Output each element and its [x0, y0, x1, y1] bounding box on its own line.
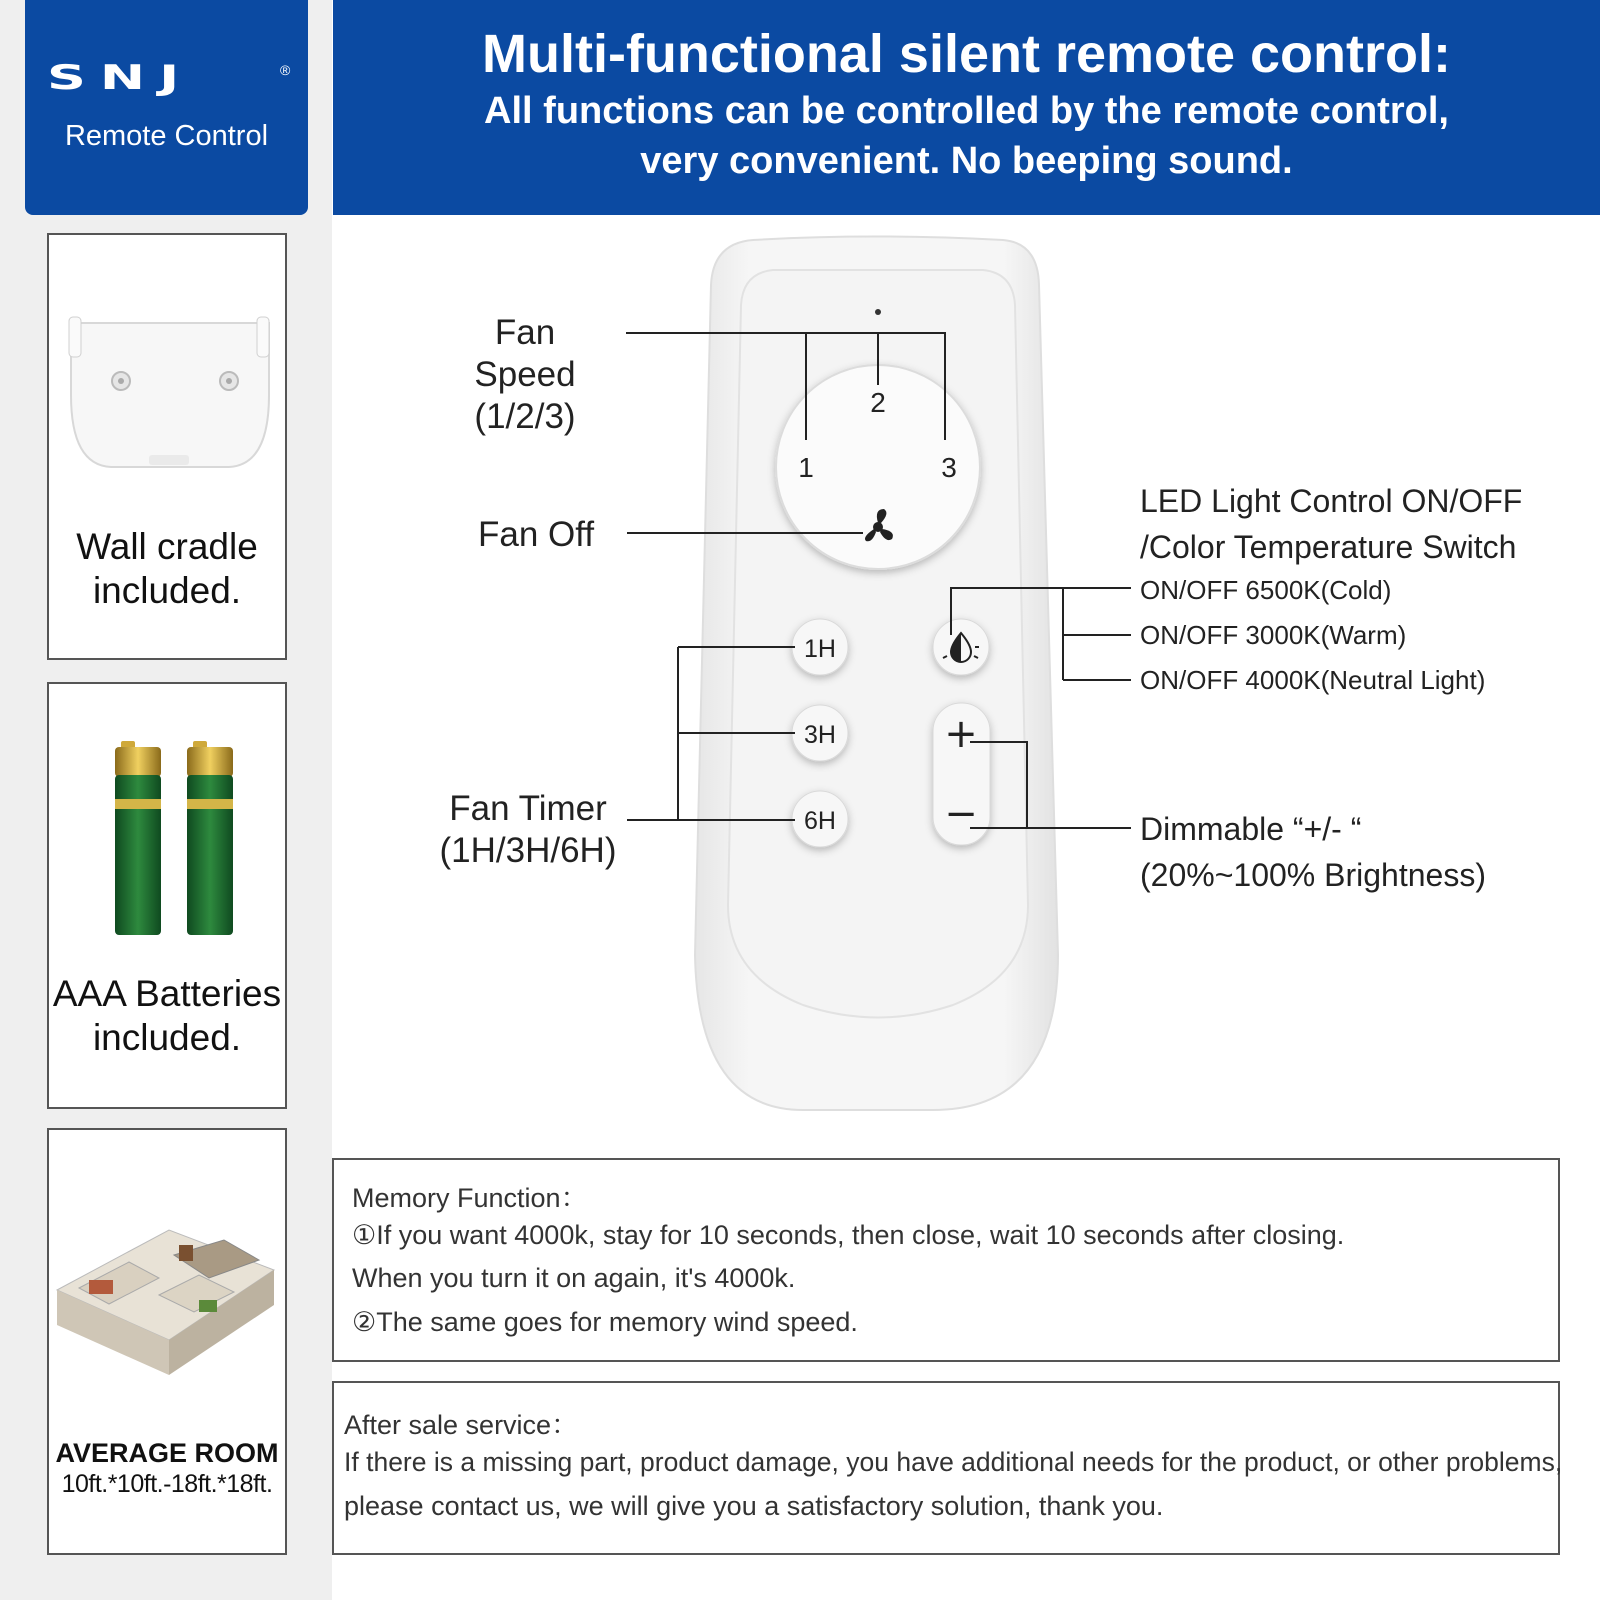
- memory-function-box: [332, 1158, 1560, 1362]
- fan-timer-annotation-line1: Fan Timer: [449, 789, 607, 828]
- timer-button-3h[interactable]: [792, 705, 848, 761]
- page-title: Multi-functional silent remote control:: [482, 24, 1451, 84]
- page-subtitle-line1: All functions can be controlled by the remote control,: [484, 90, 1449, 132]
- after-sale-service-box: [332, 1381, 1563, 1555]
- timer-label-3h: 3H: [804, 721, 836, 749]
- dimmable-annotation-line1: Dimmable “+/- “: [1140, 811, 1362, 847]
- service-line-1: If there is a missing part, product damage, you have additional needs for the product, or other problems,: [344, 1447, 1563, 1477]
- dimmer-plus[interactable]: +: [944, 711, 978, 757]
- brand-logo: SNJ: [47, 58, 194, 98]
- fan-timer-annotation-line2: (1H/3H/6H): [439, 831, 617, 870]
- timer-button-1h[interactable]: [792, 619, 848, 675]
- room-title: AVERAGE ROOM: [55, 1438, 279, 1468]
- timer-label-6h: 6H: [804, 807, 836, 835]
- fan-speed-annotation-line1: Fan Speed: [474, 313, 576, 394]
- memory-title: Memory Function：: [352, 1183, 588, 1213]
- batteries-label-line1: AAA Batteries: [52, 973, 282, 1014]
- led-option-warm: ON/OFF 3000K(Warm): [1140, 620, 1407, 650]
- memory-line-1: ①If you want 4000k, stay for 10 seconds, then close, wait 10 seconds after closing.: [352, 1220, 1345, 1250]
- page-subtitle: [333, 86, 1600, 186]
- wall-cradle-label: [49, 525, 285, 613]
- speed-label-1: 1: [798, 452, 814, 483]
- aaa-batteries-image: [49, 739, 285, 949]
- led-control-annotation-line1: LED Light Control ON/OFF: [1140, 483, 1523, 519]
- wall-cradle-card: [47, 233, 287, 660]
- speed-label-2: 2: [870, 387, 886, 418]
- memory-line-2: When you turn it on again, it's 4000k.: [352, 1263, 796, 1293]
- light-toggle-button[interactable]: [933, 619, 989, 675]
- service-line-2: please contact us, we will give you a satisfactory solution, thank you.: [344, 1491, 1164, 1521]
- led-control-annotation: [1140, 478, 1522, 570]
- led-option-cold: ON/OFF 6500K(Cold): [1140, 575, 1392, 605]
- fan-off-annotation: Fan Off: [478, 515, 595, 554]
- brand-subtitle: Remote Control: [64, 120, 269, 152]
- dimmable-annotation-line2: (20%~100% Brightness): [1140, 857, 1486, 893]
- service-title: After sale service：: [344, 1410, 579, 1440]
- floorplan-image: [49, 1200, 285, 1380]
- wall-cradle-label-line1: Wall cradle: [76, 526, 258, 567]
- dimmer-rocker[interactable]: [933, 703, 990, 845]
- led-option-neutral: ON/OFF 4000K(Neutral Light): [1140, 665, 1486, 695]
- fan-timer-annotation: [438, 788, 618, 872]
- registered-mark: ®: [280, 62, 291, 78]
- timer-button-6h[interactable]: [792, 791, 848, 847]
- page-subtitle-line2: very convenient. No beeping sound.: [640, 140, 1293, 182]
- header-banner: [333, 0, 1600, 215]
- dimmer-minus[interactable]: −: [944, 791, 978, 837]
- wall-cradle-label-line2: included.: [92, 570, 242, 611]
- batteries-label: [49, 972, 285, 1060]
- led-control-annotation-line2: /Color Temperature Switch: [1140, 529, 1517, 565]
- brand-logo-box: [25, 0, 308, 215]
- memory-line-3: ②The same goes for memory wind speed.: [352, 1307, 858, 1337]
- room-size: 10ft.*10ft.-18ft.*18ft.: [61, 1470, 273, 1498]
- room-card: [47, 1128, 287, 1555]
- fan-speed-annotation: [440, 312, 610, 438]
- timer-label-1h: 1H: [804, 635, 836, 663]
- dimmable-annotation: [1140, 806, 1486, 898]
- batteries-card: [47, 682, 287, 1109]
- speed-label-3: 3: [941, 452, 957, 483]
- wall-cradle-image: [49, 295, 285, 495]
- fan-speed-annotation-line2: (1/2/3): [474, 397, 576, 436]
- batteries-label-line2: included.: [92, 1017, 242, 1058]
